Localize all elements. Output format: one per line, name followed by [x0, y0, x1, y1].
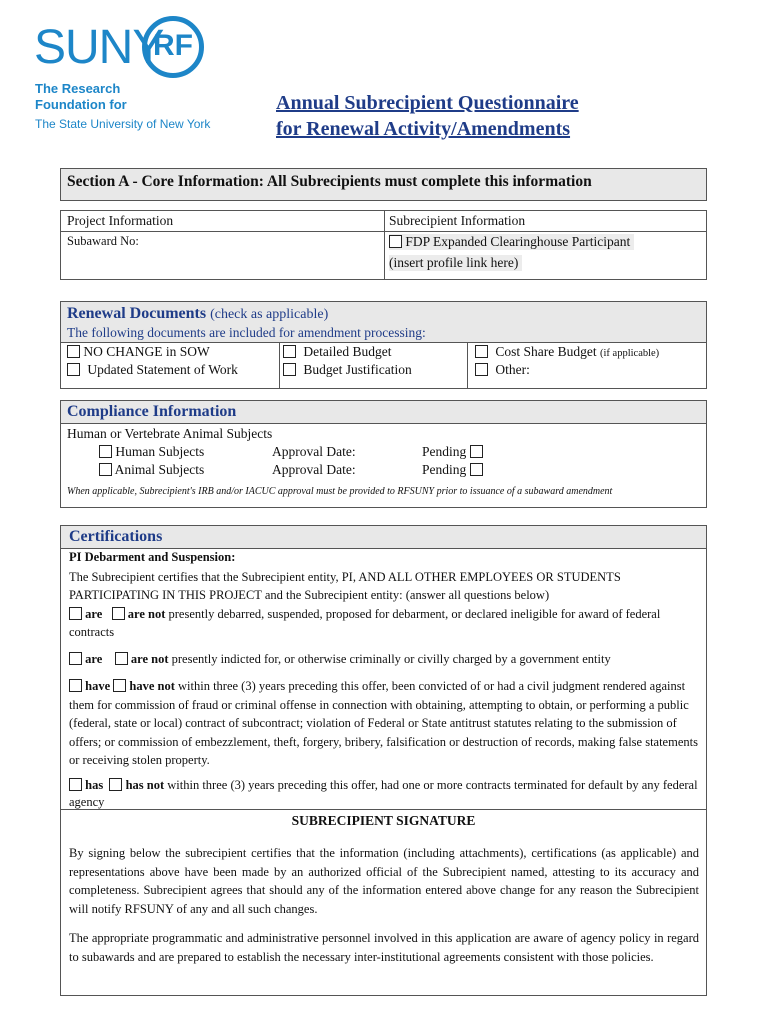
- q1-are-label: are: [85, 607, 103, 621]
- question-1: [69, 605, 699, 641]
- section-a-heading-box: [60, 168, 707, 201]
- no-change-checkbox[interactable]: [67, 345, 80, 358]
- core-info-table: [60, 210, 707, 280]
- certifications-title: Certifications: [69, 528, 163, 545]
- human-approval-label: Approval Date:: [272, 444, 356, 459]
- budget-justification-label: Budget Justification: [303, 362, 412, 377]
- q4-has-not-checkbox[interactable]: [109, 778, 122, 791]
- q3-have-label: have: [85, 679, 111, 693]
- no-change-label: NO CHANGE in SOW: [83, 344, 210, 359]
- fdp-checkbox[interactable]: [389, 235, 402, 248]
- logo-line1: The Research: [35, 81, 121, 96]
- renewal-divider-2: [467, 342, 468, 388]
- no-change-row: [67, 344, 210, 360]
- animal-subjects-row: [99, 462, 204, 478]
- q4-has-checkbox[interactable]: [69, 778, 82, 791]
- q1-text: presently debarred, suspended, proposed for debarment, or declared ineligible for award of federal contracts: [69, 607, 661, 639]
- human-subjects-label: Human Subjects: [115, 444, 205, 459]
- compliance-title: Compliance Information: [67, 403, 237, 420]
- animal-subjects-label: Animal Subjects: [114, 462, 205, 477]
- renewal-documents-box: [60, 301, 707, 389]
- q4-has-not-label: has not: [125, 778, 165, 792]
- cost-share-label: Cost Share Budget: [495, 344, 597, 359]
- column-divider: [384, 211, 385, 279]
- renewal-divider-1: [279, 342, 280, 388]
- budget-justification-row: [283, 362, 412, 378]
- fdp-row: [389, 234, 634, 250]
- q4-text: within three (3) years preceding this offer, had one or more contracts terminated for default by any federal agency: [69, 778, 698, 809]
- animal-approval-label: Approval Date:: [272, 462, 356, 477]
- renewal-title: Renewal Documents: [67, 305, 207, 322]
- updated-sow-row: [67, 362, 238, 378]
- detailed-budget-row: [283, 344, 391, 360]
- renewal-title-note: (check as applicable): [210, 307, 329, 322]
- animal-pending-checkbox[interactable]: [470, 463, 483, 476]
- signature-title: SUBRECIPIENT SIGNATURE: [291, 813, 476, 828]
- animal-pending-row: [422, 462, 483, 478]
- human-subjects-row: [99, 444, 204, 460]
- logo-rf: RF: [153, 29, 193, 62]
- other-row: [475, 362, 530, 378]
- renewal-subtitle: The following documents are included for amendment processing:: [67, 325, 426, 340]
- project-info-header: Project Information: [67, 213, 174, 228]
- updated-sow-checkbox[interactable]: [67, 363, 80, 376]
- subaward-label: Subaward No:: [67, 234, 139, 248]
- subjects-label: Human or Vertebrate Animal Subjects: [67, 426, 273, 441]
- cost-share-row: [475, 344, 659, 360]
- q1-are-checkbox[interactable]: [69, 607, 82, 620]
- q2-text: presently indicted for, or otherwise criminally or civilly charged by a government entity: [171, 652, 611, 666]
- title-line2: for Renewal Activity/Amendments: [276, 118, 571, 140]
- question-2: [69, 650, 699, 668]
- subrecipient-info-header: Subrecipient Information: [389, 213, 526, 228]
- budget-justification-checkbox[interactable]: [283, 363, 296, 376]
- signature-box: [60, 809, 707, 996]
- compliance-note: When applicable, Subrecipient's IRB and/or IACUC approval must be provided to RFSUNY prior to issuance of a subaward amendment: [67, 486, 613, 497]
- logo-line2: Foundation for: [35, 97, 127, 112]
- renewal-title-row: [67, 305, 328, 323]
- section-a-heading: Section A - Core Information: All Subrecipients must complete this information: [67, 173, 592, 190]
- certifications-box: [60, 525, 707, 810]
- detailed-budget-label: Detailed Budget: [303, 344, 392, 359]
- q3-text: within three (3) years preceding this offer, been convicted of or had a civil judgment rendered against them for commission of fraud or criminal offense in connection with obtaining, attempting to obtain, or performing a public (federal, state or local) contract of subcontract; violation of Federal or State antitrust statutes relating to the submission of offers; or commission of embezzlement, theft, forgery, bribery, falsification or destruction of records, making false statements or receiving stolen property.: [69, 679, 698, 768]
- signature-para1: By signing below the subrecipient certifies that the information (including attachments), certifications (as applicable) and representations above have been made by an authorized official of the Subrecipient named, attesting to its accuracy and completeness. Subrecipient agrees that should any of the information entered above change for any reason the Subrecipient will notify RFSUNY of any and all such changes.: [69, 846, 699, 916]
- other-checkbox[interactable]: [475, 363, 488, 376]
- updated-sow-label: Updated Statement of Work: [87, 362, 238, 377]
- certifications-intro: The Subrecipient certifies that the Subrecipient entity, PI, AND ALL OTHER EMPLOYEES OR STUDENTS PARTICIPATING IN THIS PROJECT and the Subrecipient entity: (answer all questions below): [69, 570, 621, 602]
- logo-line3: The State University of New York: [35, 117, 211, 131]
- q1-are-not-checkbox[interactable]: [112, 607, 125, 620]
- q3-have-not-checkbox[interactable]: [113, 679, 126, 692]
- question-4: [69, 777, 699, 811]
- debarment-title: PI Debarment and Suspension:: [69, 550, 236, 564]
- animal-pending-label: Pending: [422, 462, 467, 477]
- signature-para2: The appropriate programmatic and administrative personnel involved in this application are aware of agency policy in regard to subawards and are prepared to establish the necessary inter-institutional agreements consistent with those policies.: [69, 931, 699, 964]
- q2-are-not-label: are not: [130, 652, 169, 666]
- page-title: [276, 90, 579, 142]
- animal-subjects-checkbox[interactable]: [99, 463, 112, 476]
- q3-have-not-label: have not: [129, 679, 175, 693]
- q2-are-label: are: [85, 652, 103, 666]
- human-pending-row: [422, 444, 483, 460]
- q1-are-not-label: are not: [127, 607, 166, 621]
- profile-link[interactable]: (insert profile link here): [389, 255, 522, 271]
- detailed-budget-checkbox[interactable]: [283, 345, 296, 358]
- cost-share-checkbox[interactable]: [475, 345, 488, 358]
- other-label: Other:: [495, 362, 530, 377]
- title-line1: Annual Subrecipient Questionnaire: [276, 92, 579, 114]
- cost-share-note: (if applicable): [600, 348, 660, 359]
- q2-are-not-checkbox[interactable]: [115, 652, 128, 665]
- q3-have-checkbox[interactable]: [69, 679, 82, 692]
- q2-are-checkbox[interactable]: [69, 652, 82, 665]
- q4-has-label: has: [85, 778, 104, 792]
- human-pending-checkbox[interactable]: [470, 445, 483, 458]
- logo-brand: SUNY: [34, 21, 164, 74]
- human-subjects-checkbox[interactable]: [99, 445, 112, 458]
- human-pending-label: Pending: [422, 444, 467, 459]
- compliance-box: [60, 400, 707, 508]
- question-3: [69, 677, 699, 770]
- fdp-label: FDP Expanded Clearinghouse Participant: [405, 234, 631, 249]
